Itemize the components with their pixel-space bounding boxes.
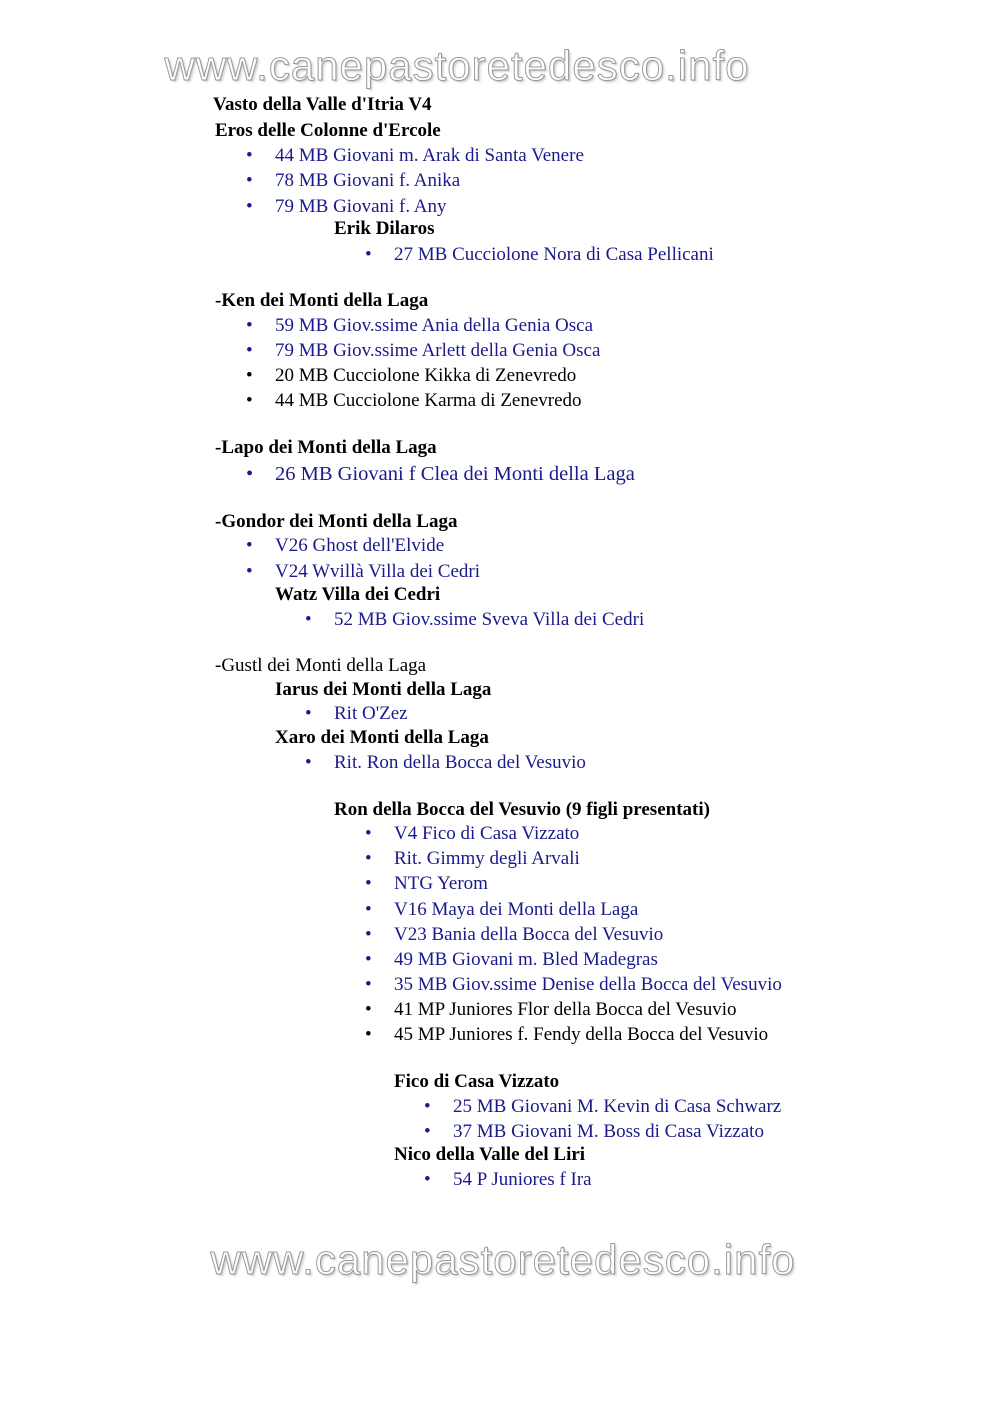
list-item: • 25 MB Giovani M. Kevin di Casa Schwarz [424, 1096, 782, 1117]
heading-erik: Erik Dilaros [334, 218, 435, 239]
watermark-top: www.canepastoretedesco.info [164, 42, 750, 89]
list-item: • V4 Fico di Casa Vizzato [365, 823, 580, 844]
heading-watz: Watz Villa dei Cedri [275, 584, 441, 605]
heading-lapo: -Lapo dei Monti della Laga [215, 437, 437, 458]
list-item: • V23 Bania della Bocca del Vesuvio [365, 924, 664, 945]
list-item: • V24 Wvillà Villa dei Cedri [246, 561, 481, 582]
list-item: • Rit O'Zez [305, 703, 408, 724]
list-item: • 44 MB Giovani m. Arak di Santa Venere [246, 145, 584, 166]
list-item: • Rit. Ron della Bocca del Vesuvio [305, 752, 586, 773]
list-item: • 41 MP Juniores Flor della Bocca del Vesuvio [365, 999, 737, 1020]
heading-xaro: Xaro dei Monti della Laga [275, 727, 489, 748]
list-item: • 79 MB Giov.ssime Arlett della Genia Osca [246, 340, 601, 361]
list-item: • 59 MB Giov.ssime Ania della Genia Osca [246, 315, 594, 336]
heading-vasto: Vasto della Valle d'Itria V4 [213, 94, 432, 115]
list-item: • V26 Ghost dell'Elvide [246, 535, 445, 556]
list-item: • 78 MB Giovani f. Anika [246, 170, 461, 191]
list-item: • 44 MB Cucciolone Karma di Zenevredo [246, 390, 582, 411]
list-item: • 52 MB Giov.ssime Sveva Villa dei Cedri [305, 609, 645, 630]
list-item: • 26 MB Giovani f Clea dei Monti della Laga [246, 463, 635, 485]
list-item: • 35 MB Giov.ssime Denise della Bocca del Vesuvio [365, 974, 782, 995]
heading-iarus: Iarus dei Monti della Laga [275, 679, 492, 700]
heading-eros: Eros delle Colonne d'Ercole [215, 120, 441, 141]
list-item: • 54 P Juniores f Ira [424, 1169, 592, 1190]
heading-gustl: -Gustl dei Monti della Laga [215, 655, 427, 676]
list-item: • 20 MB Cucciolone Kikka di Zenevredo [246, 365, 577, 386]
list-item: • Rit. Gimmy degli Arvali [365, 848, 580, 869]
list-item: • 49 MB Giovani m. Bled Madegras [365, 949, 658, 970]
list-item: • 37 MB Giovani M. Boss di Casa Vizzato [424, 1121, 764, 1142]
watermark-bottom: www.canepastoretedesco.info [210, 1236, 796, 1283]
heading-gondor: -Gondor dei Monti della Laga [215, 511, 458, 532]
heading-ken: -Ken dei Monti della Laga [215, 290, 429, 311]
heading-fico: Fico di Casa Vizzato [394, 1071, 560, 1092]
list-item: • 45 MP Juniores f. Fendy della Bocca del Vesuvio [365, 1024, 769, 1045]
list-item: • NTG Yerom [365, 873, 488, 894]
list-item: • 27 MB Cucciolone Nora di Casa Pellicani [365, 244, 714, 265]
heading-ron: Ron della Bocca del Vesuvio (9 figli presentati) [334, 799, 710, 820]
list-item: • V16 Maya dei Monti della Laga [365, 899, 639, 920]
heading-nico: Nico della Valle del Liri [394, 1144, 586, 1165]
list-item: • 79 MB Giovani f. Any [246, 196, 447, 217]
